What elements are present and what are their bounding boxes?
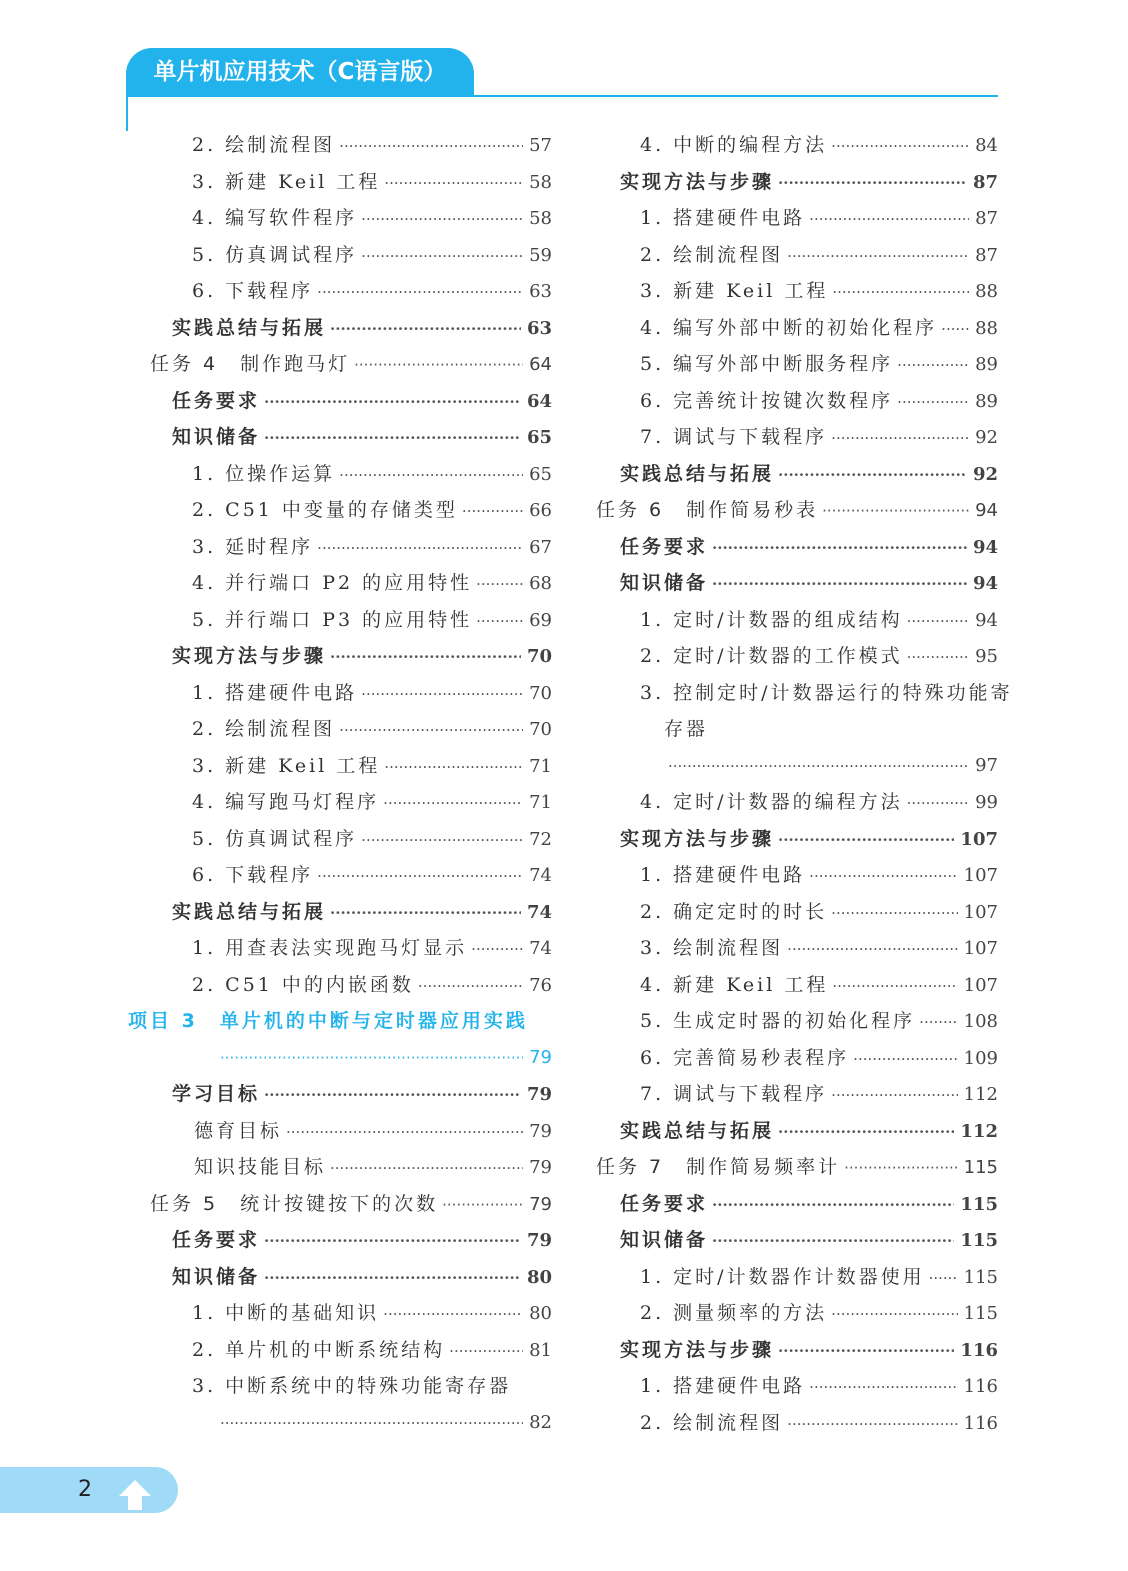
toc-entry-title: 7. 调试与下载程序	[640, 1083, 828, 1105]
toc-entry-page: 109	[963, 1047, 998, 1069]
toc-entry-title: 6. 下载程序	[192, 864, 314, 886]
toc-entry-title: 任务要求	[620, 1192, 709, 1215]
toc-entry-title: 1. 位操作运算	[192, 462, 336, 485]
header-side-rule	[126, 95, 128, 131]
toc-entry-title: 5. 仿真调试程序	[192, 827, 358, 850]
toc-entry[interactable]	[126, 456, 552, 493]
toc-leader-dots	[264, 1223, 521, 1260]
book-title: 单片机应用技术（C语言版）	[153, 59, 447, 85]
toc-entry-title: 4. 定时/计数器的编程方法	[640, 791, 903, 813]
toc-entry-page: 108	[963, 1011, 998, 1032]
toc-entry-title: 知识储备	[172, 426, 261, 448]
toc-entry-page: 99	[975, 792, 998, 813]
toc-entry[interactable]	[596, 1186, 998, 1223]
toc-entry[interactable]	[596, 237, 998, 274]
toc-leader-dots	[941, 311, 969, 348]
toc-entry-title: 实践总结与拓展	[620, 462, 775, 485]
toc-entry[interactable]	[126, 1076, 552, 1113]
toc-entry-page: 72	[529, 828, 552, 850]
toc-entry-title: 实践总结与拓展	[172, 316, 327, 339]
toc-entry[interactable]	[596, 857, 998, 894]
toc-entry[interactable]	[126, 1405, 552, 1442]
toc-entry[interactable]	[126, 711, 552, 748]
toc-entry-page: 115	[963, 1157, 998, 1178]
toc-entry-page: 69	[529, 609, 552, 631]
toc-leader-dots	[361, 676, 523, 713]
toc-leader-dots	[831, 128, 969, 165]
toc-entry-title: 2. 绘制流程图	[192, 718, 336, 740]
toc-entry-title: 4. 新建 Keil 工程	[640, 973, 829, 996]
toc-leader-dots	[787, 238, 969, 275]
toc-entry-title: 实现方法与步骤	[620, 1338, 775, 1361]
toc-entry-title: 3. 绘制流程图	[640, 937, 784, 959]
toc-leader-dots	[832, 274, 969, 311]
toc-entry[interactable]	[126, 1259, 552, 1296]
toc-entry-page: 116	[963, 1376, 998, 1397]
toc-entry-page: 79	[529, 1193, 552, 1215]
toc-leader-dots	[339, 457, 523, 494]
toc-entry[interactable]	[126, 1222, 552, 1259]
toc-entry-page: 64	[529, 354, 552, 375]
toc-entry[interactable]	[126, 1040, 552, 1077]
toc-leader-dots	[853, 1041, 957, 1078]
toc-entry-title: 任务要求	[172, 389, 261, 412]
up-arrow-icon	[118, 1478, 152, 1512]
toc-entry[interactable]	[596, 638, 998, 675]
toc-entry[interactable]	[596, 346, 998, 383]
toc-leader-dots	[354, 347, 523, 384]
toc-entry-title: 3. 新建 Keil 工程	[192, 754, 381, 777]
toc-entry-page: 68	[529, 573, 552, 594]
toc-entry-title: 1. 搭建硬件电路	[640, 864, 806, 886]
toc-entry[interactable]	[596, 164, 998, 201]
toc-entry-title: 2. 绘制流程图	[640, 1411, 784, 1434]
toc-entry-title: 5. 并行端口 P3 的应用特性	[192, 608, 473, 631]
toc-entry[interactable]	[126, 492, 552, 529]
toc-leader-dots	[712, 530, 967, 567]
toc-entry-page: 88	[975, 317, 998, 339]
toc-entry[interactable]	[126, 127, 552, 164]
toc-leader-dots	[907, 603, 970, 640]
toc-leader-dots	[831, 1077, 957, 1114]
toc-entry[interactable]	[126, 419, 552, 456]
toc-leader-dots	[220, 1040, 523, 1077]
toc-entry-page: 88	[975, 281, 998, 302]
toc-entry-page: 58	[529, 208, 552, 229]
toc-entry-title: 3. 控制定时/计数器运行的特殊功能寄	[640, 681, 1013, 704]
toc-leader-dots	[778, 1114, 954, 1151]
toc-leader-dots	[476, 566, 523, 603]
toc-entry[interactable]	[596, 1259, 998, 1296]
toc-right-column	[596, 127, 1013, 1441]
toc-entry-page: 74	[526, 901, 552, 923]
toc-entry[interactable]	[596, 419, 998, 456]
toc-entry[interactable]	[596, 565, 998, 602]
toc-leader-dots	[712, 566, 967, 603]
toc-entry-title: 3. 延时程序	[192, 535, 314, 558]
toc-leader-dots	[831, 420, 969, 457]
toc-entry-page: 94	[972, 536, 998, 558]
toc-entry[interactable]	[596, 1113, 998, 1150]
toc-leader-dots	[264, 1077, 521, 1114]
toc-entry-title: 4. 中断的编程方法	[640, 134, 828, 156]
toc-entry[interactable]	[596, 821, 998, 858]
toc-entry[interactable]	[126, 748, 552, 785]
toc-entry-title: 2. 绘制流程图	[192, 134, 336, 156]
toc-entry-page: 81	[529, 1339, 552, 1361]
toc-entry[interactable]	[126, 310, 552, 347]
toc-entry-page: 94	[975, 500, 998, 521]
toc-entry-page: 67	[529, 536, 552, 558]
toc-entry[interactable]	[126, 784, 552, 821]
toc-entry-page: 79	[529, 1120, 552, 1142]
toc-entry-title: 德育目标	[194, 1119, 283, 1142]
toc-entry-title: 学习目标	[172, 1083, 261, 1105]
toc-entry-page: 115	[963, 1266, 998, 1288]
toc-entry-title: 1. 搭建硬件电路	[640, 207, 806, 229]
toc-entry-title: 实践总结与拓展	[172, 900, 327, 923]
toc-entry-title: 实践总结与拓展	[620, 1119, 775, 1142]
toc-entry-title: 7. 调试与下载程序	[640, 426, 828, 448]
toc-entry-page: 79	[526, 1230, 552, 1251]
toc-leader-dots	[476, 603, 523, 640]
toc-entry-title: 4. 编写软件程序	[192, 207, 358, 229]
toc-entry-title: 1. 搭建硬件电路	[640, 1375, 806, 1397]
page-number: 2	[78, 1477, 92, 1502]
toc-entry-page: 63	[526, 317, 552, 339]
toc-entry-title: 5. 仿真调试程序	[192, 243, 358, 266]
toc-entry[interactable]	[596, 784, 998, 821]
toc-entry-title: 2. 确定定时的时长	[640, 900, 828, 923]
toc-leader-dots	[449, 1333, 523, 1370]
toc-entry-title: 2. C51 中的内嵌函数	[192, 973, 414, 996]
toc-entry[interactable]	[596, 383, 998, 420]
toc-entry-page: 79	[529, 1046, 552, 1068]
toc-leader-dots	[822, 493, 969, 530]
toc-entry[interactable]	[126, 930, 552, 967]
toc-leader-dots	[462, 493, 523, 530]
toc-entry-page: 95	[975, 646, 998, 667]
toc-entry-page: 92	[972, 463, 998, 485]
toc-entry[interactable]	[596, 967, 998, 1004]
toc-leader-dots	[787, 931, 957, 968]
toc-leader-dots	[897, 384, 969, 421]
toc-entry[interactable]	[596, 200, 998, 237]
toc-entry[interactable]	[126, 1332, 552, 1369]
toc-entry-page: 115	[963, 1303, 998, 1324]
toc-entry[interactable]	[126, 346, 552, 383]
toc-entry-title: 1. 定时/计数器作计数器使用	[640, 1265, 925, 1288]
toc-entry[interactable]	[596, 1222, 998, 1259]
toc-entry-title: 2. 绘制流程图	[640, 243, 784, 266]
toc-leader-dots	[317, 858, 523, 895]
header-rule	[126, 95, 998, 97]
toc-entry-page: 94	[972, 573, 998, 594]
toc-leader-dots	[330, 311, 521, 348]
toc-entry[interactable]	[126, 565, 552, 602]
toc-entry-page: 82	[529, 1411, 552, 1433]
toc-leader-dots	[919, 1004, 957, 1041]
toc-entry[interactable]	[596, 127, 998, 164]
toc-entry-page: 70	[529, 719, 552, 740]
toc-leader-dots	[286, 1114, 523, 1151]
toc-entry-page: 58	[529, 171, 552, 193]
toc-leader-dots	[907, 785, 970, 822]
toc-entry-title: 知识储备	[620, 572, 709, 594]
toc-entry-title: 4. 编写跑马灯程序	[192, 791, 380, 813]
toc-leader-dots	[809, 1369, 957, 1406]
toc-entry-title: 任务要求	[620, 535, 709, 558]
toc-entry-title: 任务 4 制作跑马灯	[150, 353, 351, 375]
toc-entry[interactable]	[126, 1149, 552, 1186]
toc-entry-page: 87	[975, 244, 998, 266]
toc-entry[interactable]	[126, 1186, 552, 1223]
toc-entry-title: 任务 6 制作简易秒表	[596, 499, 819, 521]
toc-leader-dots	[339, 712, 523, 749]
toc-leader-dots	[361, 201, 523, 238]
toc-entry-page: 94	[975, 609, 998, 631]
toc-entry[interactable]	[126, 237, 552, 274]
toc-entry[interactable]	[126, 383, 552, 420]
toc-leader-dots	[330, 1150, 523, 1187]
toc-entry[interactable]	[126, 675, 552, 712]
toc-entry[interactable]	[126, 1368, 552, 1405]
toc-entry-page: 115	[960, 1193, 998, 1215]
toc-entry-page: 71	[529, 792, 552, 813]
toc-entry-title: 5. 编写外部中断服务程序	[640, 353, 894, 375]
toc-entry-page: 107	[963, 865, 998, 886]
toc-entry-title: 存器	[664, 718, 709, 740]
toc-entry[interactable]	[596, 1332, 998, 1369]
toc-entry-title: 4. 编写外部中断的初始化程序	[640, 316, 938, 339]
toc-entry[interactable]	[596, 748, 998, 785]
toc-leader-dots	[442, 1187, 523, 1224]
toc-entry-page: 87	[975, 208, 998, 229]
toc-entry-page: 87	[972, 171, 998, 193]
toc-leader-dots	[809, 858, 957, 895]
toc-entry[interactable]	[126, 857, 552, 894]
toc-entry[interactable]	[126, 602, 552, 639]
toc-entry-title: 1. 中断的基础知识	[192, 1302, 380, 1324]
toc-entry[interactable]	[126, 1113, 552, 1150]
toc-entry-title: 3. 新建 Keil 工程	[640, 280, 829, 302]
toc-entry-page: 107	[960, 828, 998, 850]
toc-entry[interactable]	[596, 1076, 998, 1113]
toc-leader-dots	[907, 639, 970, 676]
toc-entry-page: 115	[960, 1230, 998, 1251]
toc-entry-title: 实现方法与步骤	[620, 170, 775, 193]
toc-entry-title: 4. 并行端口 P2 的应用特性	[192, 572, 473, 594]
toc-entry[interactable]	[596, 1040, 998, 1077]
toc-entry-title: 实现方法与步骤	[172, 645, 327, 667]
toc-leader-dots	[929, 1260, 958, 1297]
toc-entry-title: 2. 测量频率的方法	[640, 1302, 828, 1324]
toc-leader-dots	[809, 201, 969, 238]
toc-entry[interactable]	[596, 310, 998, 347]
toc-entry-title: 任务 5 统计按键按下的次数	[150, 1192, 439, 1215]
toc-leader-dots	[330, 895, 521, 932]
toc-entry-title: 知识储备	[620, 1229, 709, 1251]
toc-entry-page: 92	[975, 427, 998, 448]
toc-entry[interactable]	[596, 1149, 998, 1186]
toc-entry-page: 112	[960, 1120, 998, 1142]
toc-leader-dots	[264, 420, 521, 457]
toc-entry-title: 知识技能目标	[194, 1156, 327, 1178]
toc-entry-page: 80	[526, 1266, 552, 1288]
toc-entry[interactable]	[596, 675, 1013, 712]
toc-leader-dots	[220, 1405, 523, 1442]
toc-entry[interactable]	[596, 273, 998, 310]
toc-entry[interactable]	[596, 1368, 998, 1405]
toc-entry[interactable]	[596, 602, 998, 639]
toc-entry[interactable]	[126, 638, 552, 675]
toc-entry-page: 76	[529, 974, 552, 996]
toc-leader-dots	[317, 274, 523, 311]
toc-leader-dots	[339, 128, 523, 165]
toc-entry-page: 63	[529, 281, 552, 302]
toc-entry-title: 1. 搭建硬件电路	[192, 681, 358, 704]
toc-left-column	[126, 127, 552, 1441]
toc-entry[interactable]	[596, 1003, 998, 1040]
toc-entry[interactable]	[126, 1003, 552, 1040]
toc-entry-page: 70	[529, 682, 552, 704]
toc-leader-dots	[264, 384, 521, 421]
toc-entry-page: 89	[975, 390, 998, 412]
toc-leader-dots	[712, 1223, 954, 1260]
toc-leader-dots	[317, 530, 523, 567]
toc-entry[interactable]	[126, 821, 552, 858]
toc-entry-page: 64	[526, 390, 552, 412]
toc-entry-title: 1. 定时/计数器的组成结构	[640, 608, 903, 631]
toc-entry-title: 6. 下载程序	[192, 280, 314, 302]
toc-leader-dots	[418, 968, 523, 1005]
toc-entry-page: 84	[975, 135, 998, 156]
toc-entry-title: 2. 定时/计数器的工作模式	[640, 645, 903, 667]
toc-entry[interactable]	[596, 529, 998, 566]
toc-entry-title: 6. 完善简易秒表程序	[640, 1046, 850, 1069]
toc-leader-dots	[778, 1333, 954, 1370]
toc-leader-dots	[471, 931, 523, 968]
toc-entry-title: 项目 3 单片机的中断与定时器应用实践	[128, 1010, 528, 1032]
toc-leader-dots	[361, 822, 523, 859]
toc-entry-page: 65	[529, 463, 552, 485]
toc-leader-dots	[383, 1296, 523, 1333]
toc-entry-title: 1. 用查表法实现跑马灯显示	[192, 937, 468, 959]
toc-entry-page: 116	[960, 1339, 998, 1361]
toc-entry-page: 66	[529, 500, 552, 521]
toc-entry[interactable]	[126, 164, 552, 201]
toc-entry-page: 79	[529, 1157, 552, 1178]
toc-entry-page: 107	[963, 974, 998, 996]
toc-entry-title: 任务 7 制作简易频率计	[596, 1156, 841, 1178]
toc-entry-page: 74	[529, 865, 552, 886]
toc-entry[interactable]	[126, 894, 552, 931]
toc-leader-dots	[384, 165, 523, 202]
toc-leader-dots	[361, 238, 523, 275]
toc-entry[interactable]	[596, 456, 998, 493]
toc-entry[interactable]	[126, 967, 552, 1004]
toc-leader-dots	[668, 748, 969, 785]
toc-entry-page: 59	[529, 244, 552, 266]
toc-leader-dots	[778, 165, 967, 202]
toc-entry-page: 57	[529, 135, 552, 156]
toc-entry-page: 107	[963, 901, 998, 923]
toc-entry[interactable]	[596, 1295, 998, 1332]
toc-leader-dots	[778, 822, 954, 859]
toc-entry-page: 74	[529, 938, 552, 959]
toc-entry[interactable]	[596, 930, 998, 967]
toc-leader-dots	[778, 457, 967, 494]
toc-entry[interactable]	[596, 894, 998, 931]
toc-entry-page: 97	[975, 754, 998, 776]
toc-entry-title: 2. 单片机的中断系统结构	[192, 1338, 446, 1361]
toc-entry[interactable]	[126, 273, 552, 310]
toc-entry-page: 116	[963, 1412, 998, 1434]
toc-leader-dots	[897, 347, 969, 384]
toc-entry-title: 3. 新建 Keil 工程	[192, 170, 381, 193]
toc-entry-page: 79	[526, 1084, 552, 1105]
toc-entry-title: 实现方法与步骤	[620, 827, 775, 850]
toc-entry-page: 107	[963, 938, 998, 959]
toc-entry[interactable]	[126, 1295, 552, 1332]
toc-entry-title: 6. 完善统计按键次数程序	[640, 389, 894, 412]
toc-leader-dots	[844, 1150, 958, 1187]
toc-entry-title: 5. 生成定时器的初始化程序	[640, 1010, 916, 1032]
toc-entry-title: 3. 中断系统中的特殊功能寄存器	[192, 1375, 512, 1397]
toc-entry-page: 80	[529, 1303, 552, 1324]
toc-entry[interactable]	[596, 492, 998, 529]
toc-leader-dots	[832, 968, 957, 1005]
toc-leader-dots	[787, 1406, 957, 1443]
toc-entry-page: 65	[526, 427, 552, 448]
toc-entry-title: 知识储备	[172, 1265, 261, 1288]
toc-leader-dots	[384, 749, 523, 786]
toc-entry-title: 2. C51 中变量的存储类型	[192, 499, 458, 521]
toc-leader-dots	[831, 1296, 957, 1333]
toc-entry-page: 70	[526, 646, 552, 667]
toc-leader-dots	[330, 639, 521, 676]
toc-entry[interactable]	[126, 529, 552, 566]
toc-entry[interactable]	[596, 711, 998, 748]
toc-entry-title: 任务要求	[172, 1229, 261, 1251]
toc-leader-dots	[712, 1187, 954, 1224]
toc-leader-dots	[383, 785, 523, 822]
toc-entry[interactable]	[596, 1405, 998, 1442]
toc-leader-dots	[264, 1260, 521, 1297]
toc-entry-page: 71	[529, 755, 552, 777]
toc-entry-page: 112	[963, 1084, 998, 1105]
toc-leader-dots	[831, 895, 957, 932]
toc-entry[interactable]	[126, 200, 552, 237]
toc-entry-page: 89	[975, 354, 998, 375]
